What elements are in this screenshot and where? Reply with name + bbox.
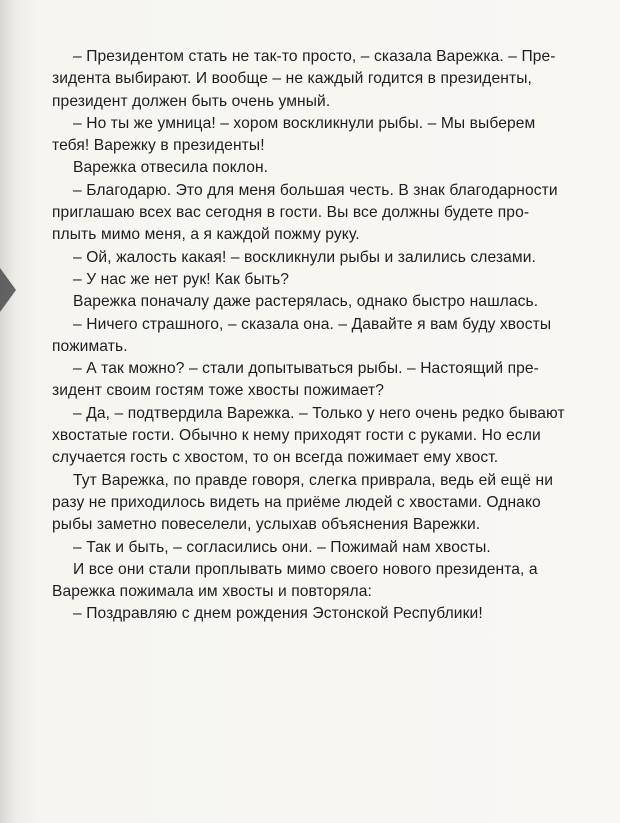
text-line: – Ой, жалость какая! – воскликнули рыбы и залились слезами. [73, 248, 536, 266]
text-line: – Поздравляю с днем рождения Эстонской Республики! [73, 605, 483, 623]
text-line: Тут Варежка, по правде говоря, слегка приврала, ведь ей ещё ни [73, 471, 554, 489]
text-line: Варежка пожимала им хвосты и повторяла: [52, 583, 372, 601]
text-line: – Да, – подтвердила Варежка. – Только у него очень редко бывают [73, 404, 565, 422]
text-line: – Ничего страшного, – сказала она. – Давайте я вам буду хвосты [73, 315, 552, 333]
text-line: И все они стали проплывать мимо своего нового президента, а [73, 560, 538, 578]
text-line: хвостатые гости. Обычно к нему приходят гости с руками. Но если [52, 427, 541, 445]
text-line: – А так можно? – стали допытываться рыбы. – Настоящий пре- [73, 360, 539, 378]
text-line: приглашаю всех вас сегодня в гости. Вы все должны будете про- [52, 204, 530, 222]
text-line: – Благодарю. Это для меня большая честь. В знак благодарности [73, 181, 558, 199]
text-line: зидент своим гостям тоже хвосты пожимает? [52, 382, 385, 400]
text-line: Варежка поначалу даже растерялась, однако быстро нашлась. [73, 293, 539, 311]
text-line: случается гость с хвостом, то он всегда пожимает ему хвост. [52, 449, 499, 467]
text-line: тебя! Варежку в президенты! [52, 137, 265, 155]
text-line: рыбы заметно повеселели, услыхав объяснения Варежки. [52, 516, 481, 534]
text-line: зидента выбирают. И вообще – не каждый годится в президенты, [52, 70, 532, 88]
text-line: – Так и быть, – согласились они. – Пожимай нам хвосты. [73, 538, 491, 556]
text-line: – У нас же нет рук! Как быть? [73, 270, 290, 288]
text-line: президент должен быть очень умный. [52, 92, 331, 110]
story-text [52, 46, 587, 626]
text-line: – Но ты же умница! – хором воскликнули рыбы. – Мы выберем [73, 114, 536, 132]
text-line: Варежка отвесила поклон. [73, 159, 269, 177]
page-edge-shadow [0, 268, 16, 312]
text-line: – Президентом стать не так-то просто, – сказала Варежка. – Пре- [73, 48, 556, 65]
text-line: разу не приходилось видеть на приёме людей с хвостами. Однако [52, 493, 541, 511]
text-line: плыть мимо меня, а я каждой пожму руку. [52, 226, 360, 244]
text-line: пожимать. [52, 337, 128, 355]
